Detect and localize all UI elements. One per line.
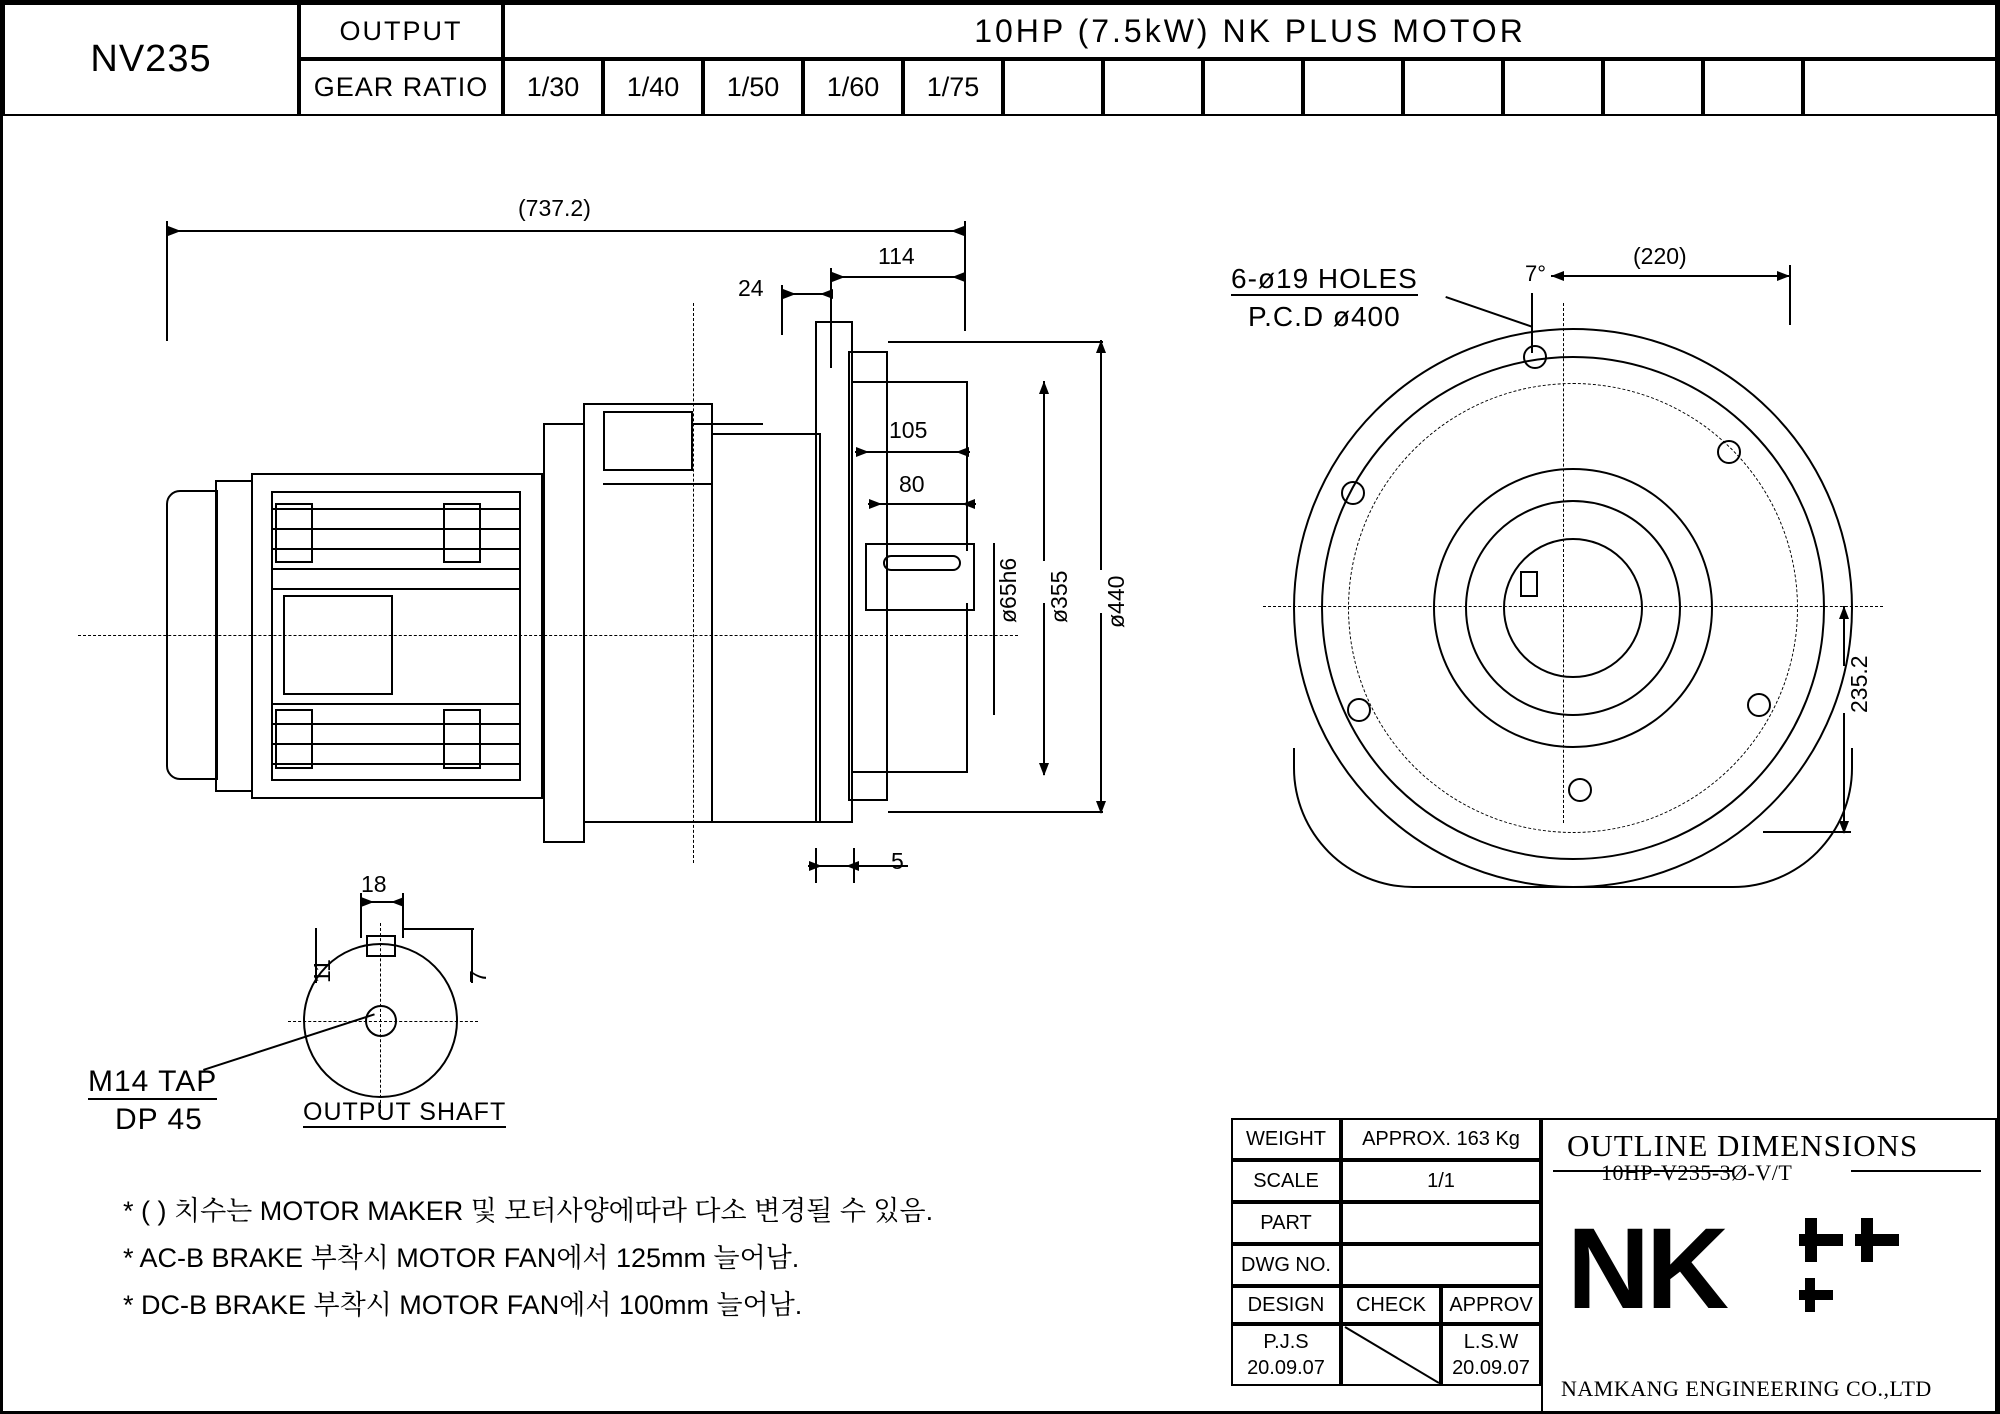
approv-signature — [1441, 1324, 1541, 1386]
arrow — [1777, 271, 1790, 281]
dwg-value — [1341, 1244, 1541, 1286]
ext-line — [166, 221, 168, 341]
dwg-label: DWG NO. — [1231, 1244, 1341, 1286]
leader-line — [1445, 296, 1533, 328]
ext-line — [402, 928, 474, 930]
motor-fin — [271, 588, 521, 590]
pilot-line — [853, 381, 968, 383]
dim-5: 5 — [891, 848, 904, 874]
gear-ratio-cell — [1303, 59, 1403, 116]
centerline-vertical — [1563, 303, 1564, 823]
design-label: DESIGN — [1231, 1286, 1341, 1324]
gear-housing-detail — [603, 411, 693, 471]
bolt-hole — [1523, 345, 1547, 369]
keyway-front — [1520, 571, 1538, 597]
angle-note: 7° — [1525, 261, 1547, 286]
weight-label: WEIGHT — [1231, 1118, 1341, 1160]
dim-shaft-dia: ø65h6 — [995, 557, 1021, 623]
tap-note-line2: DP 45 — [115, 1103, 203, 1136]
shaft-circle — [1503, 538, 1643, 678]
tap-note-line1: M14 TAP — [88, 1065, 218, 1098]
arrow — [832, 272, 845, 282]
ext-line — [888, 341, 1103, 343]
dim-440: ø440 — [1103, 575, 1129, 628]
centerline-horizontal — [1263, 606, 1883, 607]
pcd-note: P.C.D ø400 — [1248, 301, 1401, 332]
motor-foot-block — [275, 503, 313, 563]
output-title-cell: 10HP (7.5kW) NK PLUS MOTOR — [503, 3, 1997, 59]
dim-line-80 — [868, 503, 976, 505]
notes-block — [123, 1188, 933, 1329]
arrow — [951, 226, 964, 236]
arrow — [846, 861, 859, 871]
diagonal-strike-icon — [1343, 1325, 1439, 1385]
ext-line — [888, 811, 1103, 813]
arrow — [809, 861, 822, 871]
dim-line-355 — [1043, 381, 1045, 561]
dim-line-105 — [855, 451, 970, 453]
header-table — [3, 3, 1997, 116]
approv-label: APPROV — [1441, 1286, 1541, 1324]
pilot-line — [853, 771, 968, 773]
dim-7: 7 — [465, 970, 491, 983]
arrow — [856, 447, 869, 457]
note-line: * ( ) 치수는 MOTOR MAKER 및 모터사양에따라 다소 변경될 수 있음. — [123, 1196, 934, 1226]
bolt-hole — [1717, 440, 1741, 464]
gear-ratio-cell — [1503, 59, 1603, 116]
arrow — [391, 897, 404, 907]
holes-note: 6-ø19 HOLES — [1231, 263, 1418, 294]
plus-plus-icon — [1799, 1218, 1909, 1328]
motor-fin — [271, 703, 521, 705]
dim-220: (220) — [1633, 243, 1687, 269]
design-signature — [1231, 1324, 1341, 1386]
gear-ratio-cell — [1003, 59, 1103, 116]
arrow — [168, 226, 181, 236]
gear-ratio-cell — [1403, 59, 1503, 116]
arrow — [783, 289, 796, 299]
note-line: * AC-B BRAKE 부착시 MOTOR FAN에서 125mm 늘어남. — [123, 1243, 800, 1273]
centerline-horizontal — [78, 635, 908, 636]
dim-line-220 — [1551, 275, 1791, 277]
company-name: NAMKANG ENGINEERING CO.,LTD — [1561, 1376, 1932, 1401]
dim-line-114 — [830, 276, 965, 278]
company-logo: NK — [1567, 1205, 1726, 1333]
bolt-hole — [1747, 693, 1771, 717]
approv-name: L.S.W — [1463, 1331, 1519, 1353]
scale-value: 1/1 — [1341, 1160, 1541, 1202]
arrow — [952, 272, 965, 282]
shaft-keyway — [883, 555, 961, 571]
ext-line — [1763, 831, 1851, 833]
shaft-detail-caption: OUTPUT SHAFT — [303, 1098, 507, 1126]
model-cell: NV235 — [3, 3, 299, 116]
adapter-flange — [543, 423, 585, 843]
title-block — [1231, 1118, 1997, 1414]
gear-ratio-cell — [1603, 59, 1703, 116]
dim-235: 235.2 — [1846, 655, 1872, 713]
approv-date: 20.09.07 — [1452, 1357, 1530, 1379]
centerline-horizontal — [908, 635, 1018, 636]
gear-ratio-cell: 1/75 — [903, 59, 1003, 116]
check-label: CHECK — [1341, 1286, 1441, 1324]
dim-80: 80 — [899, 471, 925, 497]
drawing-subtitle: 10HP-V235-3Ø-V/T — [1601, 1160, 1793, 1185]
housing-edge — [693, 423, 763, 425]
motor-foot-block — [275, 709, 313, 769]
gear-ratio-label-cell: GEAR RATIO — [299, 59, 503, 116]
check-signature — [1341, 1324, 1441, 1386]
dim-355: ø355 — [1046, 570, 1072, 623]
weight-value: APPROX. 163 Kg — [1341, 1118, 1541, 1160]
housing-edge — [603, 483, 713, 485]
dim-line-440 — [1100, 613, 1102, 813]
dim-overall-length: (737.2) — [518, 195, 591, 221]
arrow — [1039, 763, 1049, 776]
part-label: PART — [1231, 1202, 1341, 1244]
gear-ratio-cell: 1/30 — [503, 59, 603, 116]
arrow — [1839, 606, 1849, 619]
gear-ratio-cell — [1103, 59, 1203, 116]
dim-line-overall — [166, 230, 966, 232]
bolt-hole — [1341, 481, 1365, 505]
dim-line-235 — [1843, 713, 1845, 833]
bolt-hole — [1347, 698, 1371, 722]
arrow — [1551, 271, 1564, 281]
motor-fin — [271, 568, 521, 570]
dim-18: 18 — [361, 871, 387, 897]
gear-ratio-cell: 1/60 — [803, 59, 903, 116]
centerline-vertical — [693, 303, 694, 863]
pilot-line — [966, 603, 968, 773]
drawing-title: OUTLINE DIMENSIONS — [1567, 1128, 1919, 1163]
gear-ratio-cell: 1/40 — [603, 59, 703, 116]
housing-skirt — [1293, 748, 1853, 888]
motor-fan-shroud — [215, 480, 253, 792]
title-rule — [1851, 1170, 1981, 1172]
gear-housing-rear — [711, 433, 821, 823]
output-label-cell: OUTPUT — [299, 3, 503, 59]
dim-line-355 — [1043, 603, 1045, 775]
arrow — [1039, 381, 1049, 394]
dim-114: 114 — [878, 243, 915, 269]
gear-ratio-cell — [1703, 59, 1803, 116]
centerline-horizontal — [288, 1021, 478, 1022]
dim-24: 24 — [738, 275, 764, 301]
part-value — [1341, 1202, 1541, 1244]
gear-ratio-cell — [1203, 59, 1303, 116]
motor-foot-block — [443, 709, 481, 769]
arrow — [869, 499, 882, 509]
design-date: 20.09.07 — [1247, 1357, 1325, 1379]
centerline-vertical — [380, 923, 381, 1113]
arrow — [962, 499, 975, 509]
terminal-box — [283, 595, 393, 695]
arrow — [361, 897, 374, 907]
shaft-detail-keyway — [366, 935, 396, 957]
design-name: P.J.S — [1263, 1331, 1309, 1353]
dim-line-440 — [1100, 340, 1102, 570]
angle-ext-line — [1531, 293, 1533, 353]
gear-ratio-cell: 1/50 — [703, 59, 803, 116]
output-shaft — [865, 543, 975, 611]
arrow — [956, 447, 969, 457]
note-line: * DC-B BRAKE 부착시 MOTOR FAN에서 100mm 늘어남. — [123, 1290, 803, 1320]
dim-line-shaft-dia — [993, 635, 995, 715]
dim-11: 11 — [309, 959, 335, 983]
motor-foot-block — [443, 503, 481, 563]
arrow — [820, 289, 833, 299]
dim-105: 105 — [889, 417, 928, 443]
gear-ratio-cell — [1803, 59, 1997, 116]
bolt-hole — [1568, 778, 1592, 802]
scale-label: SCALE — [1231, 1160, 1341, 1202]
pilot-line — [966, 381, 968, 551]
